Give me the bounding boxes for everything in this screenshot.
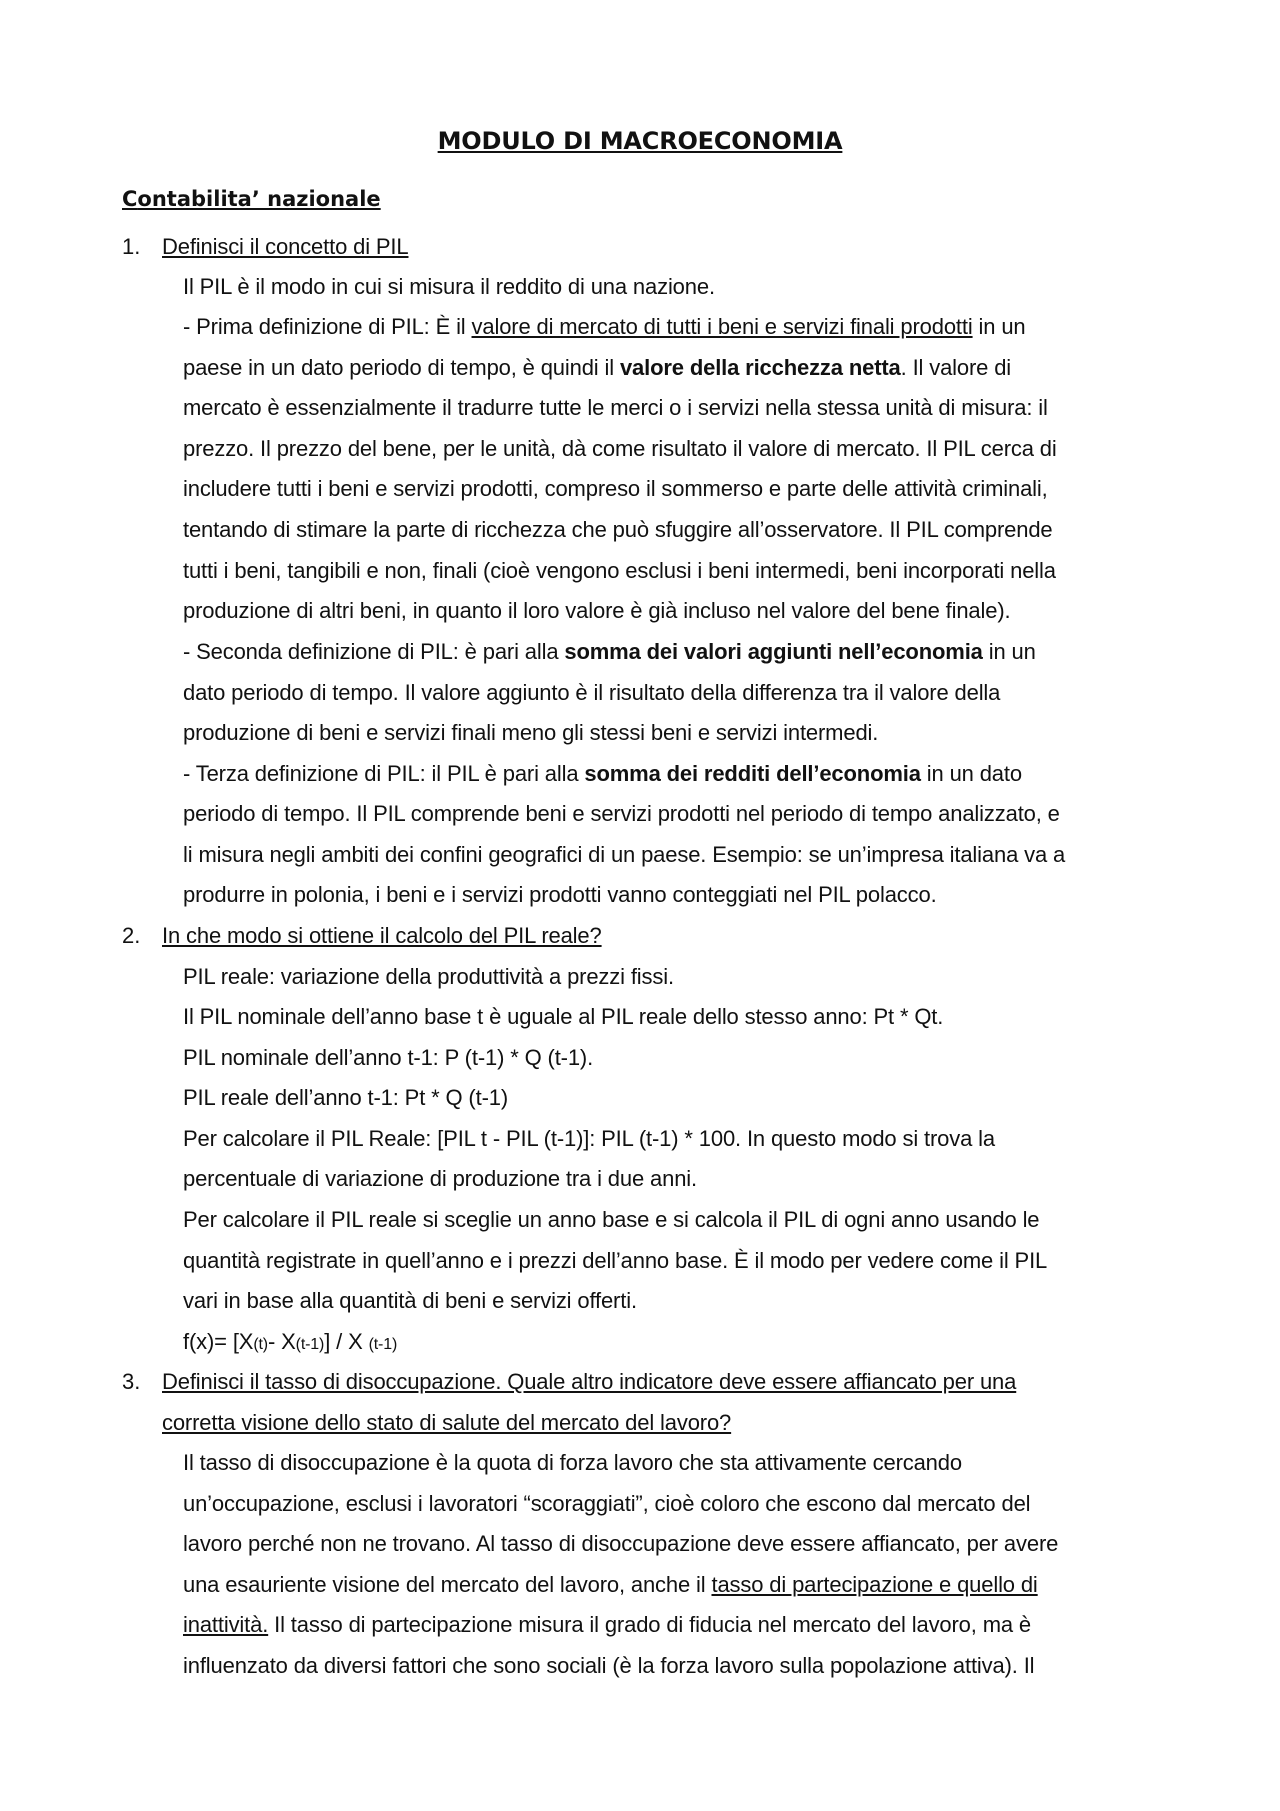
q3-line-5: inattività. Il tasso di partecipazione misura il grado di fiducia nel mercato del lavoro, ma è [183,1612,1031,1637]
section-heading-initial: C [122,187,138,211]
q1-line-12: produzione di beni e servizi finali meno gli stessi beni e servizi intermedi. [183,720,879,745]
q2-formula: f(x)= [X(t)- X(t-1)] / X (t-1) [183,1329,398,1354]
q1-line-16: produrre in polonia, i beni e i servizi prodotti vanno conteggiati nel PIL polacco. [183,882,937,907]
q1-line-15: li misura negli ambiti dei confini geografici di un paese. Esempio: se un’impresa italiana va a [183,842,1066,867]
q1-line-9: produzione di altri beni, in quanto il loro valore è già incluso nel valore del bene finale). [183,598,1011,623]
q1-line-3: paese in un dato periodo di tempo, è quindi il valore della ricchezza netta. Il valore di [183,355,1012,380]
question-number-2: 2. [122,923,141,948]
question-3-line-2: corretta visione dello stato di salute del mercato del lavoro? [162,1410,732,1435]
q1-line-1: Il PIL è il modo in cui si misura il reddito di una nazione. [183,274,715,299]
q1-line-10: - Seconda definizione di PIL: è pari alla somma dei valori aggiunti nell’economia in un [183,639,1036,664]
question-3-line-1: Definisci il tasso di disoccupazione. Quale altro indicatore deve essere affiancato per una [162,1369,1017,1394]
q1-line-7: tentando di stimare la parte di ricchezza che può sfuggire all’osservatore. Il PIL comprende [183,517,1053,542]
question-1: Definisci il concetto di PIL [162,234,409,259]
document-title: MODULO DI MACROECONOMIA [437,127,843,155]
q1-line-13: - Terza definizione di PIL: il PIL è pari alla somma dei redditi dell’economia in un dato [183,761,1022,786]
q3-line-4: una esauriente visione del mercato del lavoro, anche il tasso di partecipazione e quello di [183,1572,1038,1597]
q1-line-5: prezzo. Il prezzo del bene, per le unità, dà come risultato il valore di mercato. Il PIL cerca di [183,436,1057,461]
q2-line-1: PIL reale: variazione della produttività a prezzi fissi. [183,964,674,989]
q1-line-4: mercato è essenzialmente il tradurre tutte le merci o i servizi nella stessa unità di misura: il [183,395,1048,420]
question-number-1: 1. [122,234,141,259]
q1-line-14: periodo di tempo. Il PIL comprende beni e servizi prodotti nel periodo di tempo analizzato, e [183,801,1060,826]
q3-line-2: un’occupazione, esclusi i lavoratori “scoraggiati”, cioè coloro che escono dal mercato del [183,1491,1031,1516]
q2-line-4: PIL reale dell’anno t-1: Pt * Q (t-1) [183,1085,509,1110]
q2-line-3: PIL nominale dell’anno t-1: P (t-1) * Q (t-1). [183,1045,594,1070]
q2-line-8: quantità registrate in quell’anno e i prezzi dell’anno base. È il modo per vedere come il PIL [183,1248,1048,1273]
q1-line-8: tutti i beni, tangibili e non, finali (cioè vengono esclusi i beni intermedi, beni incorporati nella [183,558,1056,583]
q2-line-6: percentuale di variazione di produzione tra i due anni. [183,1166,697,1191]
q2-line-2: Il PIL nominale dell’anno base t è uguale al PIL reale dello stesso anno: Pt * Qt. [183,1004,944,1029]
q2-line-9: vari in base alla quantità di beni e servizi offerti. [183,1288,637,1313]
section-heading-rest: ontabilita’ nazionale [137,187,381,211]
section-heading [122,187,381,211]
q3-line-1: Il tasso di disoccupazione è la quota di forza lavoro che sta attivamente cercando [183,1450,962,1475]
q3-line-3: lavoro perché non ne trovano. Al tasso di disoccupazione deve essere affiancato, per avere [183,1531,1059,1556]
q3-line-6: influenzato da diversi fattori che sono sociali (è la forza lavoro sulla popolazione attiva). Il [183,1653,1035,1678]
q2-line-7: Per calcolare il PIL reale si sceglie un anno base e si calcola il PIL di ogni anno usando le [183,1207,1040,1232]
question-2: In che modo si ottiene il calcolo del PIL reale? [162,923,602,948]
q1-line-11: dato periodo di tempo. Il valore aggiunto è il risultato della differenza tra il valore della [183,680,1001,705]
q1-line-2: - Prima definizione di PIL: È il valore di mercato di tutti i beni e servizi finali prodotti in un [183,314,1026,339]
q1-line-6: includere tutti i beni e servizi prodotti, compreso il sommerso e parte delle attività criminali, [183,476,1048,501]
question-number-3: 3. [122,1369,141,1394]
q2-line-5: Per calcolare il PIL Reale: [PIL t - PIL (t-1)]: PIL (t-1) * 100. In questo modo si trova la [183,1126,995,1151]
